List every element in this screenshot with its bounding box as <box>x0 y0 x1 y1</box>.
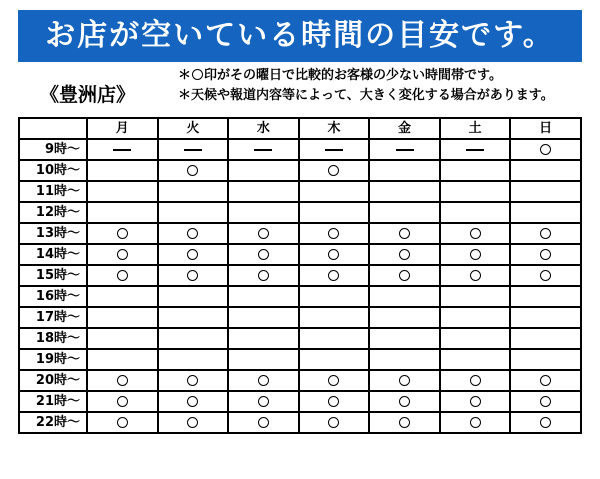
circle-mark-icon <box>117 270 128 281</box>
schedule-cell <box>228 202 299 223</box>
circle-mark-icon <box>470 417 481 428</box>
circle-mark-icon <box>328 165 339 176</box>
schedule-cell <box>510 307 581 328</box>
circle-mark-icon <box>470 396 481 407</box>
table-row <box>19 349 581 370</box>
circle-mark-icon <box>258 417 269 428</box>
circle-mark-icon <box>540 396 551 407</box>
schedule-cell <box>228 181 299 202</box>
page-title: お店が空いている時間の目安です。 <box>45 18 555 53</box>
circle-mark-icon <box>258 270 269 281</box>
schedule-cell <box>440 412 511 433</box>
schedule-cell <box>440 265 511 286</box>
note-line-1-text: 印がその曜日で比較的お客様の少ない時間帯です。 <box>204 68 502 83</box>
schedule-cell <box>87 307 158 328</box>
circle-mark-icon <box>399 249 410 260</box>
schedule-cell <box>87 202 158 223</box>
schedule-cell <box>510 160 581 181</box>
schedule-cell <box>299 265 370 286</box>
schedule-cell <box>440 391 511 412</box>
circle-mark-icon <box>258 375 269 386</box>
schedule-cell <box>369 160 440 181</box>
schedule-cell <box>87 328 158 349</box>
schedule-cell <box>510 202 581 223</box>
schedule-cell <box>228 223 299 244</box>
schedule-cell <box>228 328 299 349</box>
schedule-cell <box>299 286 370 307</box>
schedule-cell <box>228 160 299 181</box>
circle-mark-icon <box>470 375 481 386</box>
store-name: 《豊洲店》 <box>40 84 136 106</box>
schedule-cell <box>369 181 440 202</box>
schedule-cell <box>510 370 581 391</box>
schedule-cell <box>158 412 229 433</box>
schedule-cell <box>299 412 370 433</box>
schedule-cell <box>158 160 229 181</box>
schedule-cell <box>510 349 581 370</box>
circle-mark-icon <box>328 375 339 386</box>
circle-mark-icon <box>470 249 481 260</box>
time-slot-label: 13時～ <box>19 223 87 244</box>
circle-mark-icon <box>540 144 551 155</box>
schedule-cell <box>369 307 440 328</box>
schedule-body <box>19 139 581 433</box>
day-header: 木 <box>299 118 370 139</box>
schedule-cell <box>87 244 158 265</box>
circle-mark-icon <box>328 249 339 260</box>
schedule-cell <box>369 223 440 244</box>
schedule-cell <box>158 370 229 391</box>
circle-mark-icon <box>470 228 481 239</box>
schedule-cell <box>228 370 299 391</box>
schedule-cell <box>510 223 581 244</box>
schedule-cell <box>158 223 229 244</box>
schedule-cell <box>158 139 229 160</box>
schedule-cell <box>299 244 370 265</box>
dash-mark-icon <box>466 149 484 151</box>
schedule-cell <box>228 286 299 307</box>
schedule-cell <box>510 328 581 349</box>
schedule-cell <box>299 307 370 328</box>
schedule-cell <box>440 286 511 307</box>
time-slot-label: 15時～ <box>19 265 87 286</box>
schedule-cell <box>369 412 440 433</box>
schedule-cell <box>510 181 581 202</box>
circle-mark-icon <box>540 270 551 281</box>
circle-mark-icon <box>328 270 339 281</box>
schedule-cell <box>87 349 158 370</box>
schedule-cell <box>369 244 440 265</box>
time-slot-label: 20時～ <box>19 370 87 391</box>
day-header: 火 <box>158 118 229 139</box>
time-slot-label: 10時～ <box>19 160 87 181</box>
schedule-cell <box>299 181 370 202</box>
schedule-cell <box>87 181 158 202</box>
time-slot-label: 19時～ <box>19 349 87 370</box>
table-row <box>19 391 581 412</box>
schedule-cell <box>87 370 158 391</box>
table-row <box>19 160 581 181</box>
schedule-cell <box>299 139 370 160</box>
circle-mark-icon <box>540 375 551 386</box>
schedule-cell <box>369 286 440 307</box>
schedule-cell <box>440 202 511 223</box>
schedule-cell <box>299 160 370 181</box>
schedule-cell <box>299 391 370 412</box>
dash-mark-icon <box>184 149 202 151</box>
schedule-cell <box>440 307 511 328</box>
schedule-cell <box>369 202 440 223</box>
time-slot-label: 17時～ <box>19 307 87 328</box>
schedule-cell <box>440 223 511 244</box>
circle-mark-icon <box>187 249 198 260</box>
day-header: 土 <box>440 118 511 139</box>
schedule-cell <box>228 139 299 160</box>
time-slot-label: 18時～ <box>19 328 87 349</box>
note-line-2: ＊天候や報道内容等によって、大きく変化する場合があります。 <box>178 88 554 103</box>
table-row <box>19 328 581 349</box>
schedule-cell <box>299 349 370 370</box>
circle-mark-icon <box>187 165 198 176</box>
time-slot-label: 14時～ <box>19 244 87 265</box>
dash-mark-icon <box>113 149 131 151</box>
schedule-cell <box>87 223 158 244</box>
schedule-cell <box>510 244 581 265</box>
circle-mark-icon <box>117 249 128 260</box>
schedule-cell <box>87 265 158 286</box>
schedule-cell <box>299 370 370 391</box>
table-row <box>19 223 581 244</box>
circle-mark-icon <box>328 228 339 239</box>
day-header: 月 <box>87 118 158 139</box>
day-header: 金 <box>369 118 440 139</box>
table-row <box>19 370 581 391</box>
circle-mark-icon <box>258 228 269 239</box>
page-title-banner <box>18 10 582 62</box>
schedule-cell <box>228 244 299 265</box>
table-row <box>19 139 581 160</box>
schedule-cell <box>369 349 440 370</box>
circle-mark-icon <box>399 417 410 428</box>
schedule-cell <box>440 160 511 181</box>
schedule-cell <box>158 328 229 349</box>
schedule-cell <box>369 391 440 412</box>
time-slot-label: 9時～ <box>19 139 87 160</box>
schedule-cell <box>510 139 581 160</box>
corner-cell <box>19 118 87 139</box>
time-slot-label: 16時～ <box>19 286 87 307</box>
time-slot-label: 21時～ <box>19 391 87 412</box>
circle-mark-icon <box>540 417 551 428</box>
schedule-cell <box>440 370 511 391</box>
circle-mark-icon <box>117 396 128 407</box>
circle-mark-icon <box>328 417 339 428</box>
schedule-cell <box>299 328 370 349</box>
circle-mark-icon <box>258 249 269 260</box>
schedule-cell <box>158 307 229 328</box>
schedule-cell <box>158 265 229 286</box>
schedule-cell <box>299 223 370 244</box>
schedule-cell <box>87 286 158 307</box>
schedule-cell <box>510 391 581 412</box>
circle-mark-icon <box>399 270 410 281</box>
schedule-cell <box>440 139 511 160</box>
schedule-cell <box>510 412 581 433</box>
schedule-cell <box>369 370 440 391</box>
schedule-cell <box>228 265 299 286</box>
dash-mark-icon <box>325 149 343 151</box>
circle-mark-icon <box>540 249 551 260</box>
circle-mark-icon <box>192 69 203 80</box>
day-header: 日 <box>510 118 581 139</box>
schedule-cell <box>158 391 229 412</box>
schedule-cell <box>440 181 511 202</box>
circle-mark-icon <box>328 396 339 407</box>
table-row <box>19 307 581 328</box>
circle-mark-icon <box>540 228 551 239</box>
circle-mark-icon <box>187 396 198 407</box>
table-row <box>19 412 581 433</box>
dash-mark-icon <box>396 149 414 151</box>
circle-mark-icon <box>187 228 198 239</box>
dash-mark-icon <box>254 149 272 151</box>
note-line-1 <box>178 64 502 83</box>
table-row <box>19 265 581 286</box>
time-slot-label: 22時～ <box>19 412 87 433</box>
circle-mark-icon <box>187 375 198 386</box>
circle-mark-icon <box>117 228 128 239</box>
circle-mark-icon <box>399 396 410 407</box>
circle-mark-icon <box>399 375 410 386</box>
schedule-cell <box>158 286 229 307</box>
schedule-header-row <box>19 118 581 139</box>
circle-mark-icon <box>258 396 269 407</box>
schedule-cell <box>158 202 229 223</box>
schedule-cell <box>440 349 511 370</box>
note-bullet: ＊ <box>178 68 192 83</box>
schedule-cell <box>369 139 440 160</box>
schedule-cell <box>510 265 581 286</box>
schedule-cell <box>158 244 229 265</box>
schedule-cell <box>228 412 299 433</box>
schedule-cell <box>87 412 158 433</box>
circle-mark-icon <box>470 270 481 281</box>
schedule-cell <box>440 328 511 349</box>
circle-mark-icon <box>117 375 128 386</box>
time-slot-label: 12時～ <box>19 202 87 223</box>
day-header: 水 <box>228 118 299 139</box>
schedule-cell <box>228 349 299 370</box>
table-row <box>19 244 581 265</box>
schedule-cell <box>158 349 229 370</box>
table-row <box>19 286 581 307</box>
circle-mark-icon <box>399 228 410 239</box>
table-row <box>19 202 581 223</box>
schedule-cell <box>369 328 440 349</box>
schedule-cell <box>87 139 158 160</box>
circle-mark-icon <box>187 417 198 428</box>
table-row <box>19 181 581 202</box>
schedule-cell <box>369 265 440 286</box>
schedule-cell <box>87 160 158 181</box>
schedule-cell <box>158 181 229 202</box>
schedule-cell <box>510 286 581 307</box>
schedule-table <box>18 117 582 434</box>
circle-mark-icon <box>117 417 128 428</box>
schedule-cell <box>299 202 370 223</box>
schedule-cell <box>228 307 299 328</box>
schedule-cell <box>440 244 511 265</box>
schedule-cell <box>228 391 299 412</box>
schedule-cell <box>87 391 158 412</box>
circle-mark-icon <box>187 270 198 281</box>
time-slot-label: 11時～ <box>19 181 87 202</box>
